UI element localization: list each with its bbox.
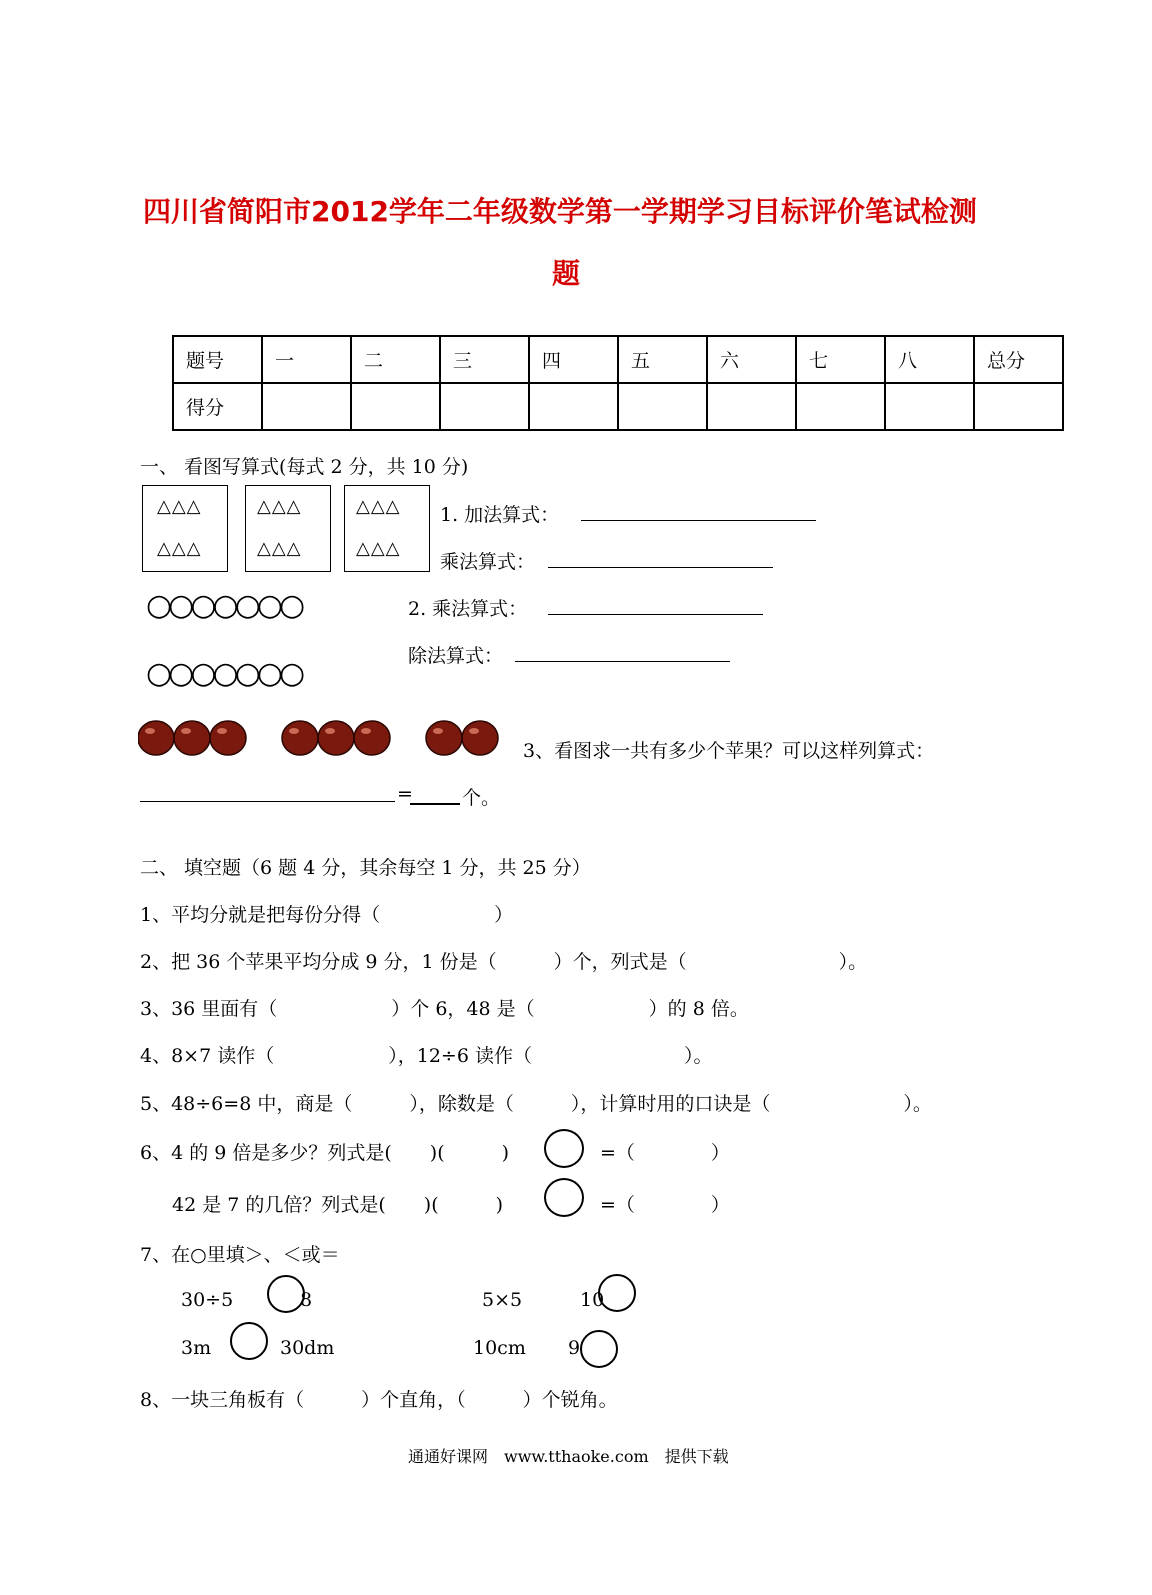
compare-right: 10 [580,1289,605,1311]
operator-circle[interactable] [544,1178,584,1217]
operator-circle[interactable] [544,1129,584,1168]
q1-mul-label: 乘法算式： [440,551,536,573]
compare-circle[interactable] [230,1322,268,1360]
triangle-box [245,485,331,572]
triangle-box [344,485,430,572]
apples-illustration [138,712,508,758]
page-title-cont: 题 [552,257,581,290]
compare-right: 9 [568,1337,581,1359]
apple-icon [318,721,354,755]
triangle-row: △△△ [356,496,401,517]
q2-mul-label: 2. 乘法算式： [408,598,528,620]
s2-q5: 5、48÷6=8 中，商是（ ），除数是（ ），计算时用的口诀是（ ）。 [140,1093,932,1115]
apple-icon [354,721,390,755]
score-input-cell[interactable] [440,383,529,430]
triangle-row: △△△ [257,538,302,559]
score-table-score-row [173,383,1063,430]
q1-add-answer-line[interactable] [581,520,816,521]
s2-q1: 1、平均分就是把每份分得（ ） [140,904,514,926]
page-title: 四川省简阳市2012学年二年级数学第一学期学习目标评价笔试检测 [143,195,977,228]
apple-icon [282,721,318,755]
circles-row: ○○○○○○○ [146,656,302,691]
s2-q4: 4、8×7 读作（ ），12÷6 读作（ ）。 [140,1045,713,1067]
q3-equals: = [397,783,413,805]
compare-right: 8 [300,1289,313,1311]
triangle-row: △△△ [157,496,202,517]
table-cell: 三 [440,336,529,383]
triangle-box [142,485,228,572]
footer-text: 通通好课网 www.tthaoke.com 提供下载 [408,1447,729,1466]
table-cell: 一 [262,336,351,383]
score-table [172,335,1064,431]
apple-icon [426,721,462,755]
q1-mul-answer-line[interactable] [548,567,773,568]
table-cell: 四 [529,336,618,383]
q3-result-line[interactable] [410,803,460,805]
apple-icon [462,721,498,755]
q1-add-label: 1. 加法算式： [440,504,560,526]
section1-heading: 一、 看图写算式(每式 2 分，共 10 分) [140,456,469,478]
s2-q7: 7、在○里填＞、＜或＝ [140,1244,340,1266]
compare-left: 30÷5 [181,1289,234,1311]
score-input-cell[interactable] [707,383,796,430]
s2-q2: 2、把 36 个苹果平均分成 9 分，1 份是（ ）个，列式是（ ）。 [140,951,868,973]
s2-q3: 3、36 里面有（ ）个 6，48 是（ ）的 8 倍。 [140,998,749,1020]
compare-left: 10cm [473,1337,526,1359]
s2-q6a-result: =（ ） [600,1142,730,1164]
score-input-cell[interactable] [796,383,885,430]
s2-q6b: 42 是 7 的几倍？列式是( )( ) [172,1194,504,1216]
compare-left: 5×5 [482,1289,523,1311]
q2-mul-answer-line[interactable] [548,614,763,615]
s2-q8: 8、一块三角板有（ ）个直角，（ ）个锐角。 [140,1389,618,1411]
table-cell: 七 [796,336,885,383]
compare-circle[interactable] [580,1330,618,1368]
section2-heading: 二、 填空题（6 题 4 分，其余每空 1 分，共 25 分） [140,857,591,879]
table-cell: 六 [707,336,796,383]
q3-unit: 个。 [462,787,501,809]
triangle-row: △△△ [257,496,302,517]
table-cell: 题号 [173,336,262,383]
score-input-cell[interactable] [262,383,351,430]
score-input-cell[interactable] [974,383,1063,430]
compare-circle[interactable] [598,1274,636,1312]
q2-div-answer-line[interactable] [515,661,730,662]
score-input-cell[interactable] [351,383,440,430]
score-input-cell[interactable] [618,383,707,430]
triangle-row: △△△ [356,538,401,559]
q2-div-label: 除法算式： [408,645,504,667]
table-cell: 五 [618,336,707,383]
apple-icon [138,721,174,755]
s2-q6b-result: =（ ） [600,1194,730,1216]
table-cell: 八 [885,336,974,383]
compare-right: 30dm [280,1337,335,1359]
score-input-cell[interactable] [885,383,974,430]
apple-icon [210,721,246,755]
table-cell: 二 [351,336,440,383]
s2-q6a: 6、4 的 9 倍是多少？列式是( )( ) [140,1142,510,1164]
circles-row: ○○○○○○○ [146,588,302,623]
compare-left: 3m [181,1337,212,1359]
table-cell: 得分 [173,383,262,430]
table-cell: 总分 [974,336,1063,383]
q3-text: 3、看图求一共有多少个苹果？可以这样列算式： [523,740,935,762]
q3-answer-line[interactable] [140,801,395,802]
apple-icon [174,721,210,755]
score-input-cell[interactable] [529,383,618,430]
score-table-header-row [173,336,1063,383]
compare-circle[interactable] [267,1275,305,1313]
triangle-row: △△△ [157,538,202,559]
